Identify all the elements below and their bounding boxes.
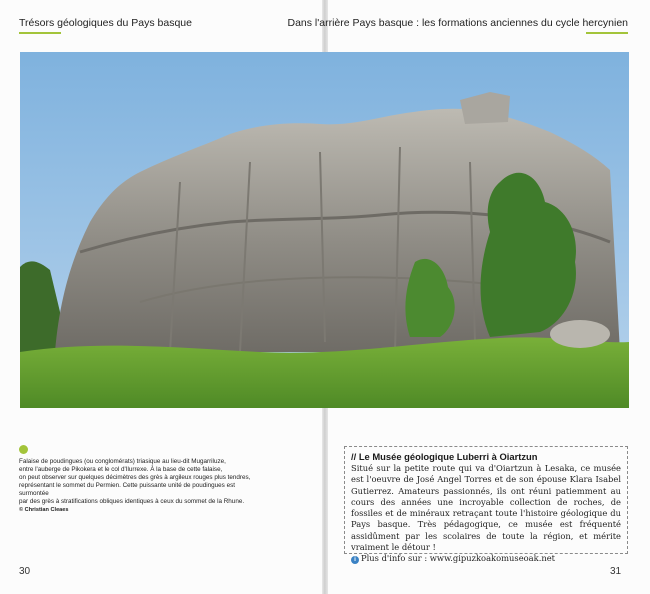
cliff-illustration	[20, 52, 629, 408]
running-head-left: Trésors géologiques du Pays basque	[19, 17, 192, 29]
museum-box	[344, 446, 628, 564]
caption-line: Falaise de poudingues (ou conglomérats) triasique au lieu-dit Mugarriluze,	[19, 458, 226, 465]
caption-line: représentant le sommet du Permien. Cette puissante unité de poudingues est surmontée	[19, 482, 235, 497]
accent-rule-left	[19, 32, 61, 34]
page-number-left: 30	[19, 566, 31, 577]
caption-line: entre l'auberge de Pikokera et le col d'Ilurrexe. À la base de cette falaise,	[19, 466, 223, 473]
more-info-link[interactable]: Plus d'info sur : www.gipuzkoakomuseoak.net	[361, 553, 556, 564]
boulder	[550, 320, 610, 348]
page-number-right: 31	[610, 566, 622, 577]
caption-line: par des grès à stratifications obliques identiques à ceux du sommet de la Rhune.	[19, 498, 245, 505]
running-head-right: Dans l'arrière Pays basque : les formations anciennes du cycle hercynien	[287, 17, 628, 29]
title-text: Le Musée géologique Luberri à Oiartzun	[358, 451, 538, 462]
info-icon: i	[351, 556, 359, 564]
caption-line: on peut observer sur quelques décimètres des grès à argileux rouges plus tendres,	[19, 474, 251, 481]
museum-box-body: Situé sur la petite route qui va d'Oiartzun à Lesaka, ce musée est l'oeuvre de José Angel Torres et de son épouse Klara Isabel Gutierrez. Amateurs passionnés, ils ont réuni patiemment au cours des années une incroyable collection de roches, de fossiles et de minéraux retraçant toute l'histoire géologique du Pays basque. Très pédagogique, ce musée est fréquenté assidûment par les scolaires de toute la région, et mérite vraiment le détour !	[351, 463, 621, 553]
museum-box-title	[351, 451, 621, 463]
title-prefix: //	[351, 451, 357, 462]
cliff-photo	[20, 52, 629, 408]
photo-credit: © Christian Cleaes	[19, 507, 69, 513]
camera-icon	[19, 445, 28, 454]
accent-rule-right	[586, 32, 628, 34]
photo-caption	[19, 458, 259, 514]
more-info	[351, 553, 621, 564]
